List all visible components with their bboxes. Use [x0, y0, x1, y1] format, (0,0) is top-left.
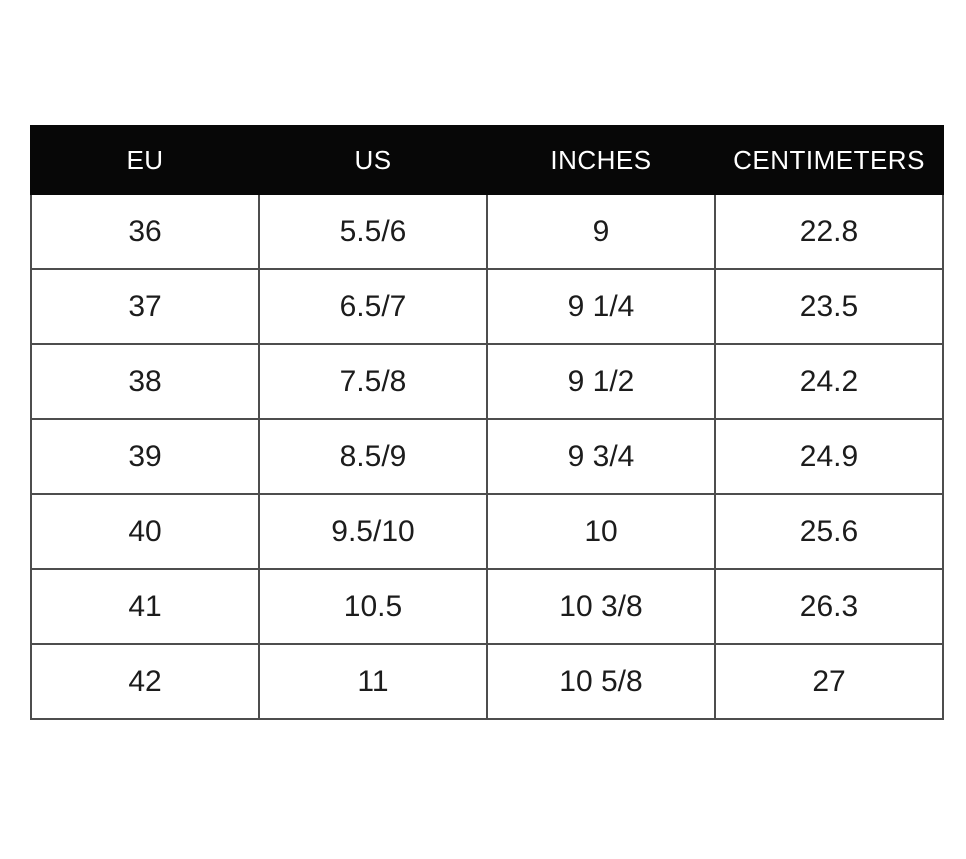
cell-us: 9.5/10: [259, 494, 487, 569]
table-body: [31, 194, 943, 719]
cell-inches: 10 5/8: [487, 644, 715, 719]
cell-centimeters: 23.5: [715, 269, 943, 344]
table-header: [31, 126, 943, 194]
header-cell-eu: EU: [31, 126, 259, 194]
table-row: [31, 494, 943, 569]
header-cell-inches: INCHES: [487, 126, 715, 194]
header-cell-us: US: [259, 126, 487, 194]
cell-centimeters: 27: [715, 644, 943, 719]
cell-centimeters: 24.2: [715, 344, 943, 419]
cell-centimeters: 25.6: [715, 494, 943, 569]
cell-inches: 9 1/4: [487, 269, 715, 344]
cell-inches: 10: [487, 494, 715, 569]
cell-eu: 38: [31, 344, 259, 419]
cell-inches: 9: [487, 194, 715, 269]
table-row: [31, 269, 943, 344]
cell-eu: 39: [31, 419, 259, 494]
cell-inches: 9 3/4: [487, 419, 715, 494]
cell-eu: 37: [31, 269, 259, 344]
cell-eu: 36: [31, 194, 259, 269]
cell-us: 6.5/7: [259, 269, 487, 344]
cell-centimeters: 24.9: [715, 419, 943, 494]
header-row: [31, 126, 943, 194]
table-row: [31, 194, 943, 269]
cell-inches: 10 3/8: [487, 569, 715, 644]
header-cell-centimeters: CENTIMETERS: [715, 126, 943, 194]
cell-us: 5.5/6: [259, 194, 487, 269]
table-row: [31, 419, 943, 494]
cell-eu: 41: [31, 569, 259, 644]
cell-inches: 9 1/2: [487, 344, 715, 419]
cell-us: 11: [259, 644, 487, 719]
cell-us: 8.5/9: [259, 419, 487, 494]
cell-us: 10.5: [259, 569, 487, 644]
size-conversion-table: [30, 125, 944, 720]
table-row: [31, 644, 943, 719]
table-row: [31, 569, 943, 644]
cell-eu: 40: [31, 494, 259, 569]
cell-centimeters: 26.3: [715, 569, 943, 644]
cell-eu: 42: [31, 644, 259, 719]
table-row: [31, 344, 943, 419]
cell-centimeters: 22.8: [715, 194, 943, 269]
cell-us: 7.5/8: [259, 344, 487, 419]
